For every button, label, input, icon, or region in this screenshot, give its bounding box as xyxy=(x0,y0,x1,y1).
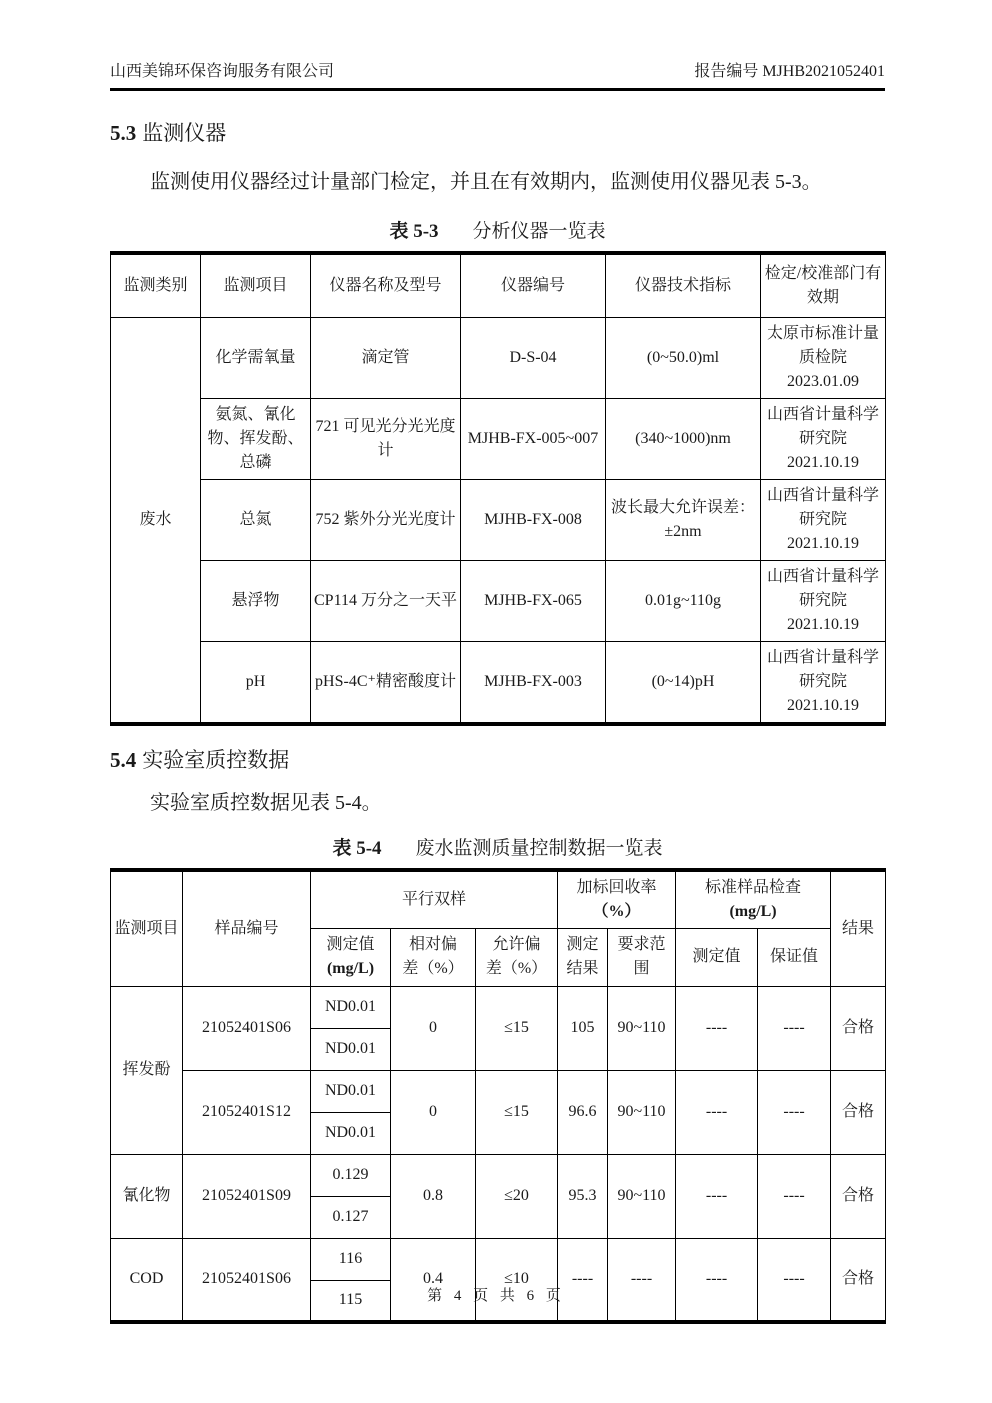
sample-no-cell: 21052401S12 xyxy=(183,1070,311,1154)
header-cell xyxy=(391,928,476,986)
result-cell: 合格 xyxy=(831,986,886,1070)
instrument-cell: 752 紫外分光光度计 xyxy=(311,479,461,560)
header-cell: 仪器技术指标 xyxy=(606,253,761,317)
header-cell: 仪器名称及型号 xyxy=(311,253,461,317)
allowed-deviation-cell: ≤15 xyxy=(476,986,558,1070)
spike-result-cell: 96.6 xyxy=(558,1070,608,1154)
relative-deviation-cell: 0.8 xyxy=(391,1154,476,1238)
table-5-4-caption-label: 表 5-4 xyxy=(332,837,382,859)
sample-no-cell: 21052401S06 xyxy=(183,1238,311,1322)
header-label: 相对偏 xyxy=(408,936,457,953)
header-unit: (mg/L) xyxy=(326,960,375,977)
header-unit: （%） xyxy=(592,902,641,920)
measured-value-cell: 0.127 xyxy=(311,1196,391,1238)
header-cell xyxy=(311,928,391,986)
allowed-deviation-cell: ≤10 xyxy=(476,1238,558,1322)
section-5-4-heading xyxy=(110,744,885,774)
agency-cell xyxy=(761,317,886,398)
page-number: 第 4 页 共 6 页 xyxy=(427,1288,565,1304)
header-cell: 监测项目 xyxy=(201,253,311,317)
agency-name: 山西省计量科学研究院 xyxy=(766,405,879,447)
header-unit: 差（%） xyxy=(402,960,464,977)
instrument-cell: 721 可见光分光光度计 xyxy=(311,398,461,479)
code-cell: MJHB-FX-065 xyxy=(461,560,606,641)
category-cell: 废水 xyxy=(111,317,201,724)
relative-deviation-cell: 0 xyxy=(391,1070,476,1154)
agency-name: 山西省计量科学研究院 xyxy=(766,567,879,609)
header-unit: (mg/L) xyxy=(729,902,777,920)
section-5-4-title: 实验室质控数据 xyxy=(142,747,290,772)
standard-certified-cell: ---- xyxy=(758,1070,831,1154)
section-5-3-paragraph: 监测使用仪器经过计量部门检定，并且在有效期内，监测使用仪器见表 5-3。 xyxy=(150,171,822,193)
item-cell: 总氮 xyxy=(201,479,311,560)
agency-name: 太原市标准计量质检院 xyxy=(766,324,879,366)
spec-cell: (340~1000)nm xyxy=(606,398,761,479)
result-cell: 合格 xyxy=(831,1154,886,1238)
spike-result-cell: 95.3 xyxy=(558,1154,608,1238)
spike-range-cell: ---- xyxy=(608,1238,676,1322)
header-cell xyxy=(676,870,831,929)
header-label: 加标回收率 xyxy=(576,878,657,896)
header-cell: 监测项目 xyxy=(111,870,183,987)
page-content xyxy=(110,0,885,1324)
standard-certified-cell: ---- xyxy=(758,986,831,1070)
instruments-table xyxy=(110,251,886,726)
table-5-4-caption xyxy=(110,833,885,860)
spec-cell: (0~14)pH xyxy=(606,641,761,724)
measured-value-cell: ND0.01 xyxy=(311,1070,391,1112)
table-row xyxy=(111,641,886,724)
result-cell: 合格 xyxy=(831,1070,886,1154)
header-cell xyxy=(476,928,558,986)
header-cell: 样品编号 xyxy=(183,870,311,987)
table-row xyxy=(111,1238,886,1280)
standard-measured-cell: ---- xyxy=(676,1154,758,1238)
header-cell: 测定值 xyxy=(676,928,758,986)
measured-value-cell: ND0.01 xyxy=(311,986,391,1028)
page-header xyxy=(110,0,885,91)
table-5-3-caption xyxy=(110,216,885,243)
relative-deviation-cell: 0.4 xyxy=(391,1238,476,1322)
allowed-deviation-cell: ≤15 xyxy=(476,1070,558,1154)
spike-result-cell: ---- xyxy=(558,1238,608,1322)
spec-cell: (0~50.0)ml xyxy=(606,317,761,398)
item-cell: 化学需氧量 xyxy=(201,317,311,398)
header-label: 允许偏 xyxy=(492,936,541,953)
header-cell: 结果 xyxy=(831,870,886,987)
standard-measured-cell: ---- xyxy=(676,986,758,1070)
agency-valid-date: 2021.10.19 xyxy=(787,696,859,714)
header-cell: 检定/校准部门有效期 xyxy=(761,253,886,317)
agency-name: 山西省计量科学研究院 xyxy=(766,648,879,690)
section-5-3-number: 5.3 xyxy=(110,121,137,145)
agency-valid-date: 2021.10.19 xyxy=(787,615,859,633)
code-cell: MJHB-FX-005~007 xyxy=(461,398,606,479)
table-row xyxy=(111,398,886,479)
table-5-3-caption-title: 分析仪器一览表 xyxy=(472,221,606,242)
report-number: 报告编号 MJHB2021052401 xyxy=(694,63,885,80)
item-cell: 挥发酚 xyxy=(111,986,183,1154)
measured-value-cell: 0.129 xyxy=(311,1154,391,1196)
agency-valid-date: 2021.10.19 xyxy=(787,453,859,471)
item-cell: 悬浮物 xyxy=(201,560,311,641)
spec-cell: 波长最大允许误差：±2nm xyxy=(606,479,761,560)
header-cell: 平行双样 xyxy=(311,870,558,929)
agency-cell xyxy=(761,479,886,560)
header-cell xyxy=(558,870,676,929)
section-5-4-paragraph: 实验室质控数据见表 5-4。 xyxy=(150,791,382,814)
sample-no-cell: 21052401S09 xyxy=(183,1154,311,1238)
header-cell: 监测类别 xyxy=(111,253,201,317)
item-cell: COD xyxy=(111,1238,183,1322)
measured-value-cell: ND0.01 xyxy=(311,1112,391,1154)
header-cell: 要求范围 xyxy=(608,928,676,986)
measured-value-cell: ND0.01 xyxy=(311,1028,391,1070)
table-row xyxy=(111,986,886,1028)
spike-result-cell: 105 xyxy=(558,986,608,1070)
table-row xyxy=(111,560,886,641)
code-cell: MJHB-FX-003 xyxy=(461,641,606,724)
agency-cell xyxy=(761,398,886,479)
standard-measured-cell: ---- xyxy=(676,1238,758,1322)
header-cell: 测定结果 xyxy=(558,928,608,986)
standard-measured-cell: ---- xyxy=(676,1070,758,1154)
agency-name: 山西省计量科学研究院 xyxy=(766,486,879,528)
table-header-row xyxy=(111,253,886,317)
relative-deviation-cell: 0 xyxy=(391,986,476,1070)
header-cell: 仪器编号 xyxy=(461,253,606,317)
agency-valid-date: 2023.01.09 xyxy=(787,372,859,390)
section-5-3-heading xyxy=(110,117,885,147)
standard-certified-cell: ---- xyxy=(758,1154,831,1238)
spike-range-cell: 90~110 xyxy=(608,1070,676,1154)
allowed-deviation-cell: ≤20 xyxy=(476,1154,558,1238)
header-unit: 差（%） xyxy=(485,960,548,977)
agency-valid-date: 2021.10.19 xyxy=(787,534,859,552)
measured-value-cell: 116 xyxy=(311,1238,391,1280)
table-row xyxy=(111,317,886,398)
agency-cell xyxy=(761,641,886,724)
result-cell: 合格 xyxy=(831,1238,886,1322)
qc-data-table xyxy=(110,868,886,1325)
header-cell: 保证值 xyxy=(758,928,831,986)
table-header-row xyxy=(111,870,886,929)
item-cell: pH xyxy=(201,641,311,724)
instrument-cell: CP114 万分之一天平 xyxy=(311,560,461,641)
spike-range-cell: 90~110 xyxy=(608,1154,676,1238)
spike-range-cell: 90~110 xyxy=(608,986,676,1070)
instrument-cell: pHS-4C⁺精密酸度计 xyxy=(311,641,461,724)
table-row xyxy=(111,1070,886,1112)
standard-certified-cell: ---- xyxy=(758,1238,831,1322)
table-row xyxy=(111,479,886,560)
header-label: 标准样品检查 xyxy=(705,878,802,896)
table-5-4-caption-title: 废水监测质量控制数据一览表 xyxy=(415,837,663,859)
section-5-3-title: 监测仪器 xyxy=(142,121,227,145)
company-name: 山西美锦环保咨询服务有限公司 xyxy=(110,63,335,80)
measured-value-cell: 115 xyxy=(311,1280,391,1322)
section-5-4-number: 5.4 xyxy=(110,747,137,772)
table-5-3-caption-label: 表 5-3 xyxy=(389,221,439,242)
header-label: 测定值 xyxy=(326,936,375,953)
item-cell: 氰化物 xyxy=(111,1154,183,1238)
table-row xyxy=(111,1154,886,1196)
code-cell: MJHB-FX-008 xyxy=(461,479,606,560)
sample-no-cell: 21052401S06 xyxy=(183,986,311,1070)
instrument-cell: 滴定管 xyxy=(311,317,461,398)
code-cell: D-S-04 xyxy=(461,317,606,398)
agency-cell xyxy=(761,560,886,641)
item-cell: 氨氮、氰化物、挥发酚、总磷 xyxy=(201,398,311,479)
spec-cell: 0.01g~110g xyxy=(606,560,761,641)
